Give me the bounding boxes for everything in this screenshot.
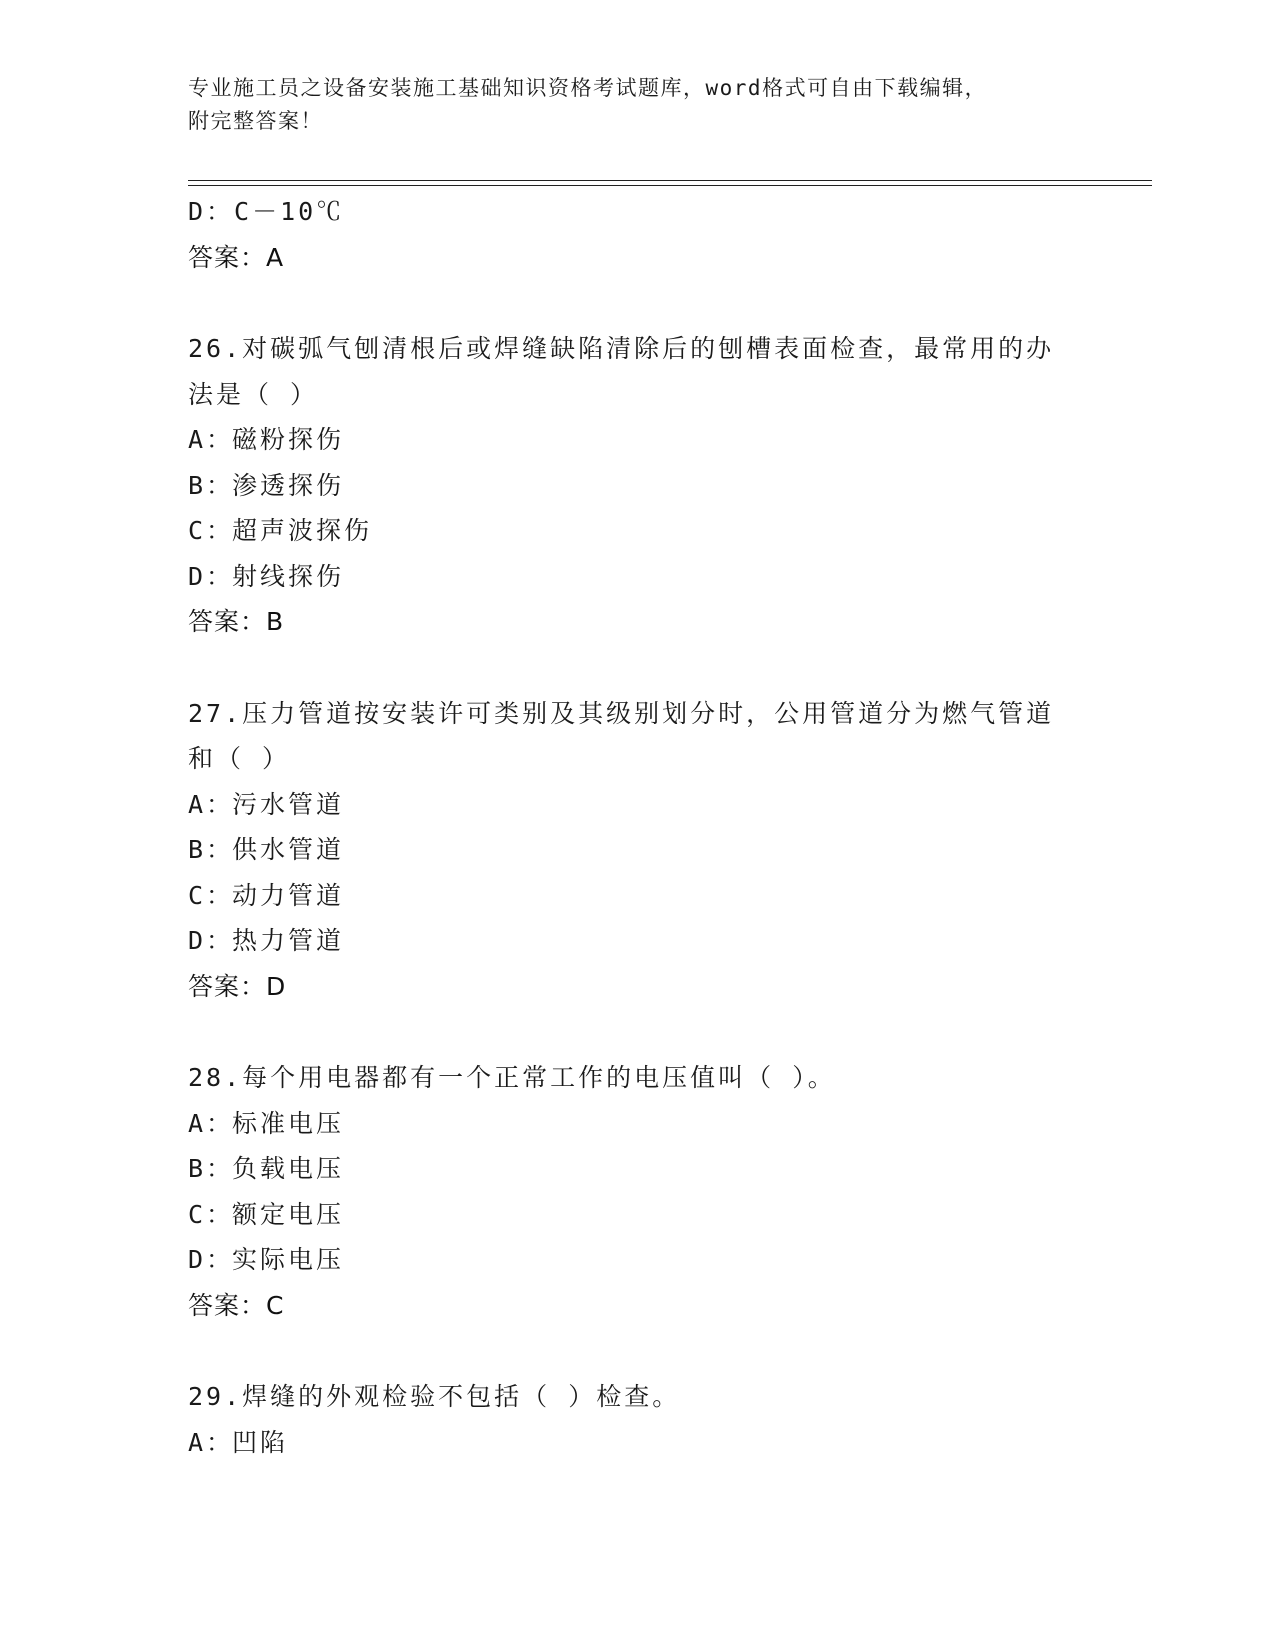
option-text: 额定电压 bbox=[232, 1199, 345, 1229]
spacer bbox=[188, 1009, 1108, 1055]
option-b bbox=[188, 1146, 1108, 1192]
option-label: A： bbox=[188, 789, 235, 819]
header-title-line-1: 专业施工员之设备安装施工基础知识资格考试题库，word格式可自由下载编辑， bbox=[188, 76, 988, 100]
option-text: 供水管道 bbox=[232, 835, 345, 864]
question-stem-line-2: 法是（ ） bbox=[188, 379, 319, 409]
prev-option-d: D：C－10℃ bbox=[188, 197, 345, 226]
question-list bbox=[188, 189, 1108, 1465]
option-label: D： bbox=[188, 1245, 235, 1274]
question-29 bbox=[188, 1374, 1108, 1465]
spacer bbox=[188, 280, 1108, 326]
option-label: B： bbox=[188, 1154, 235, 1183]
option-text: 动力管道 bbox=[232, 880, 345, 910]
option-b bbox=[188, 463, 1108, 509]
option-label: C： bbox=[188, 1199, 235, 1229]
option-text: 热力管道 bbox=[232, 926, 345, 955]
question-stem-line-2: 和（ ） bbox=[188, 744, 291, 773]
question-stem-line-1: 26.对碳弧气刨清根后或焊缝缺陷清除后的刨槽表面检查，最常用的办 bbox=[188, 334, 1055, 363]
spacer bbox=[188, 645, 1108, 691]
option-label: C： bbox=[188, 516, 235, 545]
header-title-line-2: 附完整答案！ bbox=[188, 109, 323, 133]
option-label: B： bbox=[188, 470, 235, 500]
header-divider-top bbox=[188, 180, 1152, 181]
header-divider-bottom bbox=[188, 185, 1152, 186]
option-a bbox=[188, 417, 1108, 463]
answer: 答案：C bbox=[188, 1290, 285, 1320]
option-text: 实际电压 bbox=[232, 1245, 345, 1274]
question-stem-line-1: 28.每个用电器都有一个正常工作的电压值叫（ ）。 bbox=[188, 1063, 836, 1092]
option-text: 污水管道 bbox=[232, 789, 345, 819]
option-a bbox=[188, 1101, 1108, 1147]
option-text: 凹陷 bbox=[232, 1427, 289, 1457]
option-d bbox=[188, 554, 1108, 600]
spacer bbox=[188, 1328, 1108, 1374]
option-label: B： bbox=[188, 835, 235, 864]
option-label: A： bbox=[188, 1108, 235, 1138]
option-label: A： bbox=[188, 425, 235, 454]
option-label: D： bbox=[188, 561, 235, 591]
option-b bbox=[188, 827, 1108, 873]
option-label: D： bbox=[188, 926, 235, 955]
option-text: 磁粉探伤 bbox=[232, 425, 345, 454]
answer: 答案：B bbox=[188, 607, 285, 636]
answer: 答案：D bbox=[188, 971, 287, 1001]
option-a bbox=[188, 782, 1108, 828]
option-text: 负载电压 bbox=[232, 1154, 345, 1183]
option-c bbox=[188, 1192, 1108, 1238]
option-d bbox=[188, 918, 1108, 964]
question-26 bbox=[188, 326, 1108, 645]
document-header bbox=[188, 72, 1088, 138]
option-label: A： bbox=[188, 1427, 235, 1457]
option-text: 标准电压 bbox=[232, 1108, 345, 1138]
option-d bbox=[188, 1237, 1108, 1283]
option-c bbox=[188, 508, 1108, 554]
prev-answer: 答案：A bbox=[188, 242, 285, 272]
question-28 bbox=[188, 1055, 1108, 1328]
option-text: 渗透探伤 bbox=[232, 470, 345, 500]
option-c bbox=[188, 873, 1108, 919]
question-27 bbox=[188, 691, 1108, 1010]
option-text: 射线探伤 bbox=[232, 561, 345, 591]
option-text: 超声波探伤 bbox=[232, 516, 373, 545]
option-label: C： bbox=[188, 880, 235, 910]
question-stem-line-1: 29.焊缝的外观检验不包括（ ）检查。 bbox=[188, 1382, 681, 1411]
option-a bbox=[188, 1420, 1108, 1466]
question-stem-line-1: 27.压力管道按安装许可类别及其级别划分时，公用管道分为燃气管道 bbox=[188, 698, 1055, 728]
